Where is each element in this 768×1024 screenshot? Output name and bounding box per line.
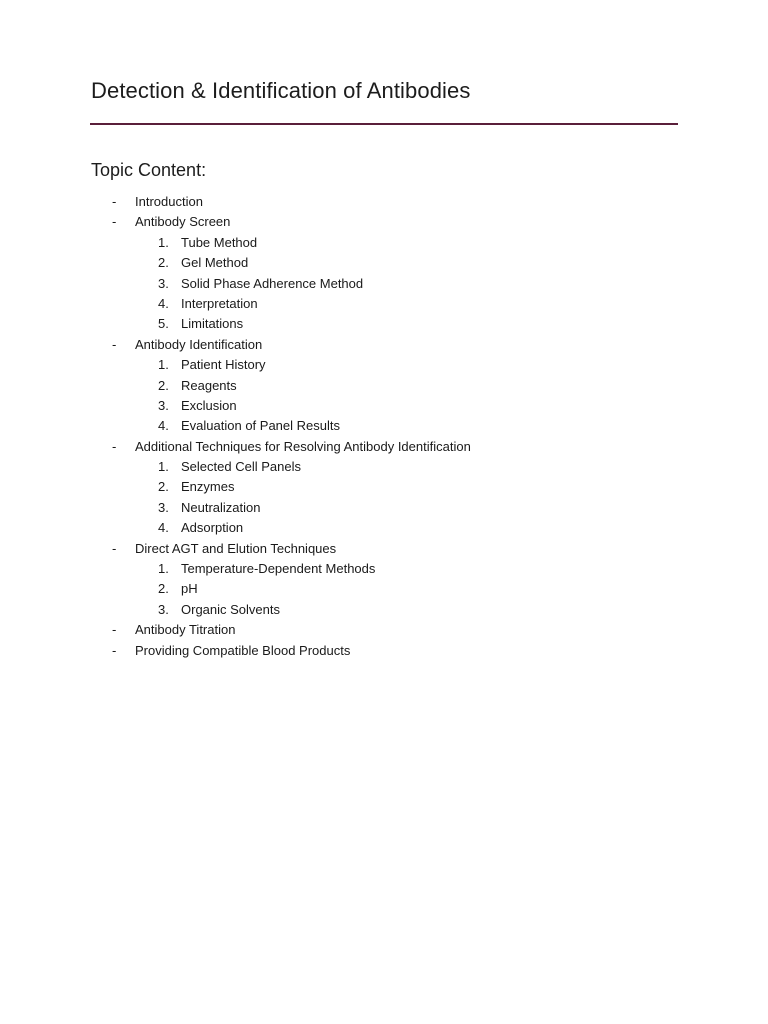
subtopic-label: Evaluation of Panel Results: [181, 418, 340, 434]
topic-label: Providing Compatible Blood Products: [135, 642, 351, 658]
topic-item: [0, 641, 768, 661]
subtopic-number: 2.: [158, 479, 169, 495]
title-divider: [90, 123, 678, 125]
subtopic-item: [0, 559, 768, 579]
topic-label: Introduction: [135, 194, 203, 209]
topic-label: Direct AGT and Elution Techniques: [135, 540, 337, 556]
subtopic-label: Exclusion: [181, 397, 237, 413]
subtopic-item: [0, 498, 768, 518]
subtopic-item: [0, 518, 768, 538]
bullet-dash: -: [112, 214, 117, 230]
topic-item: [0, 437, 768, 539]
subtopic-number: 5.: [158, 316, 169, 332]
topic-label: Antibody Titration: [135, 622, 236, 638]
subtopic-item: [0, 457, 768, 477]
subtopic-label: Selected Cell Panels: [181, 459, 301, 475]
subtopic-number: 4.: [158, 418, 169, 434]
subtopic-item: [0, 600, 768, 620]
subtopic-number: 1.: [158, 234, 169, 250]
subtopic-label: Temperature-Dependent Methods: [181, 561, 376, 577]
subtopic-label: Gel Method: [181, 255, 249, 271]
topic-item: [0, 539, 768, 621]
subtopic-label: Neutralization: [181, 499, 261, 515]
subtopic-label: Interpretation: [181, 295, 258, 311]
subtopic-item: [0, 396, 768, 416]
subtopic-item: [0, 579, 768, 599]
subtopic-number: 3.: [158, 397, 169, 413]
subtopic-number: 2.: [158, 377, 169, 393]
subtopic-list: [0, 355, 768, 437]
bullet-dash: -: [112, 194, 117, 209]
subtopic-label: Organic Solvents: [181, 601, 280, 617]
subtopic-item: [0, 274, 768, 294]
subtopic-label: Enzymes: [181, 479, 235, 495]
subtopic-number: 3.: [158, 601, 169, 617]
topic-label: Additional Techniques for Resolving Antibody Identification: [135, 438, 471, 454]
topic-item: [0, 192, 768, 212]
subtopic-item: [0, 376, 768, 396]
subtopic-number: 1.: [158, 561, 169, 577]
subtopic-number: 1.: [158, 459, 169, 475]
subtopic-item: [0, 294, 768, 314]
section-heading: Topic Content:: [91, 160, 207, 180]
subtopic-label: Adsorption: [181, 520, 244, 536]
topic-label: Antibody Screen: [135, 214, 231, 230]
subtopic-item: [0, 477, 768, 497]
bullet-dash: -: [112, 438, 117, 454]
subtopic-list: [0, 457, 768, 539]
subtopic-list: [0, 559, 768, 620]
topic-item: [0, 620, 768, 640]
subtopic-label: Solid Phase Adherence Method: [181, 275, 364, 291]
subtopic-number: 4.: [158, 520, 169, 536]
subtopic-item: [0, 233, 768, 253]
subtopic-label: Tube Method: [181, 234, 258, 250]
subtopic-number: 3.: [158, 499, 169, 515]
subtopic-label: Limitations: [181, 316, 244, 332]
subtopic-number: 2.: [158, 255, 169, 271]
page-title: Detection & Identification of Antibodies: [91, 78, 471, 103]
topic-label: Antibody Identification: [135, 336, 263, 352]
bullet-dash: -: [112, 622, 117, 638]
bullet-dash: -: [112, 336, 117, 352]
subtopic-item: [0, 314, 768, 334]
subtopic-number: 3.: [158, 275, 169, 291]
bullet-dash: -: [112, 642, 117, 658]
subtopic-item: [0, 253, 768, 273]
topic-item: [0, 335, 768, 437]
subtopic-number: 2.: [158, 581, 169, 597]
subtopic-label: Patient History: [181, 357, 266, 373]
subtopic-item: [0, 416, 768, 436]
topic-item: [0, 212, 768, 334]
subtopic-label: pH: [181, 581, 198, 597]
subtopic-label: Reagents: [181, 377, 237, 393]
topic-outline: [0, 192, 768, 661]
subtopic-number: 1.: [158, 357, 169, 373]
subtopic-number: 4.: [158, 295, 169, 311]
subtopic-list: [0, 233, 768, 335]
bullet-dash: -: [112, 540, 117, 556]
subtopic-item: [0, 355, 768, 375]
